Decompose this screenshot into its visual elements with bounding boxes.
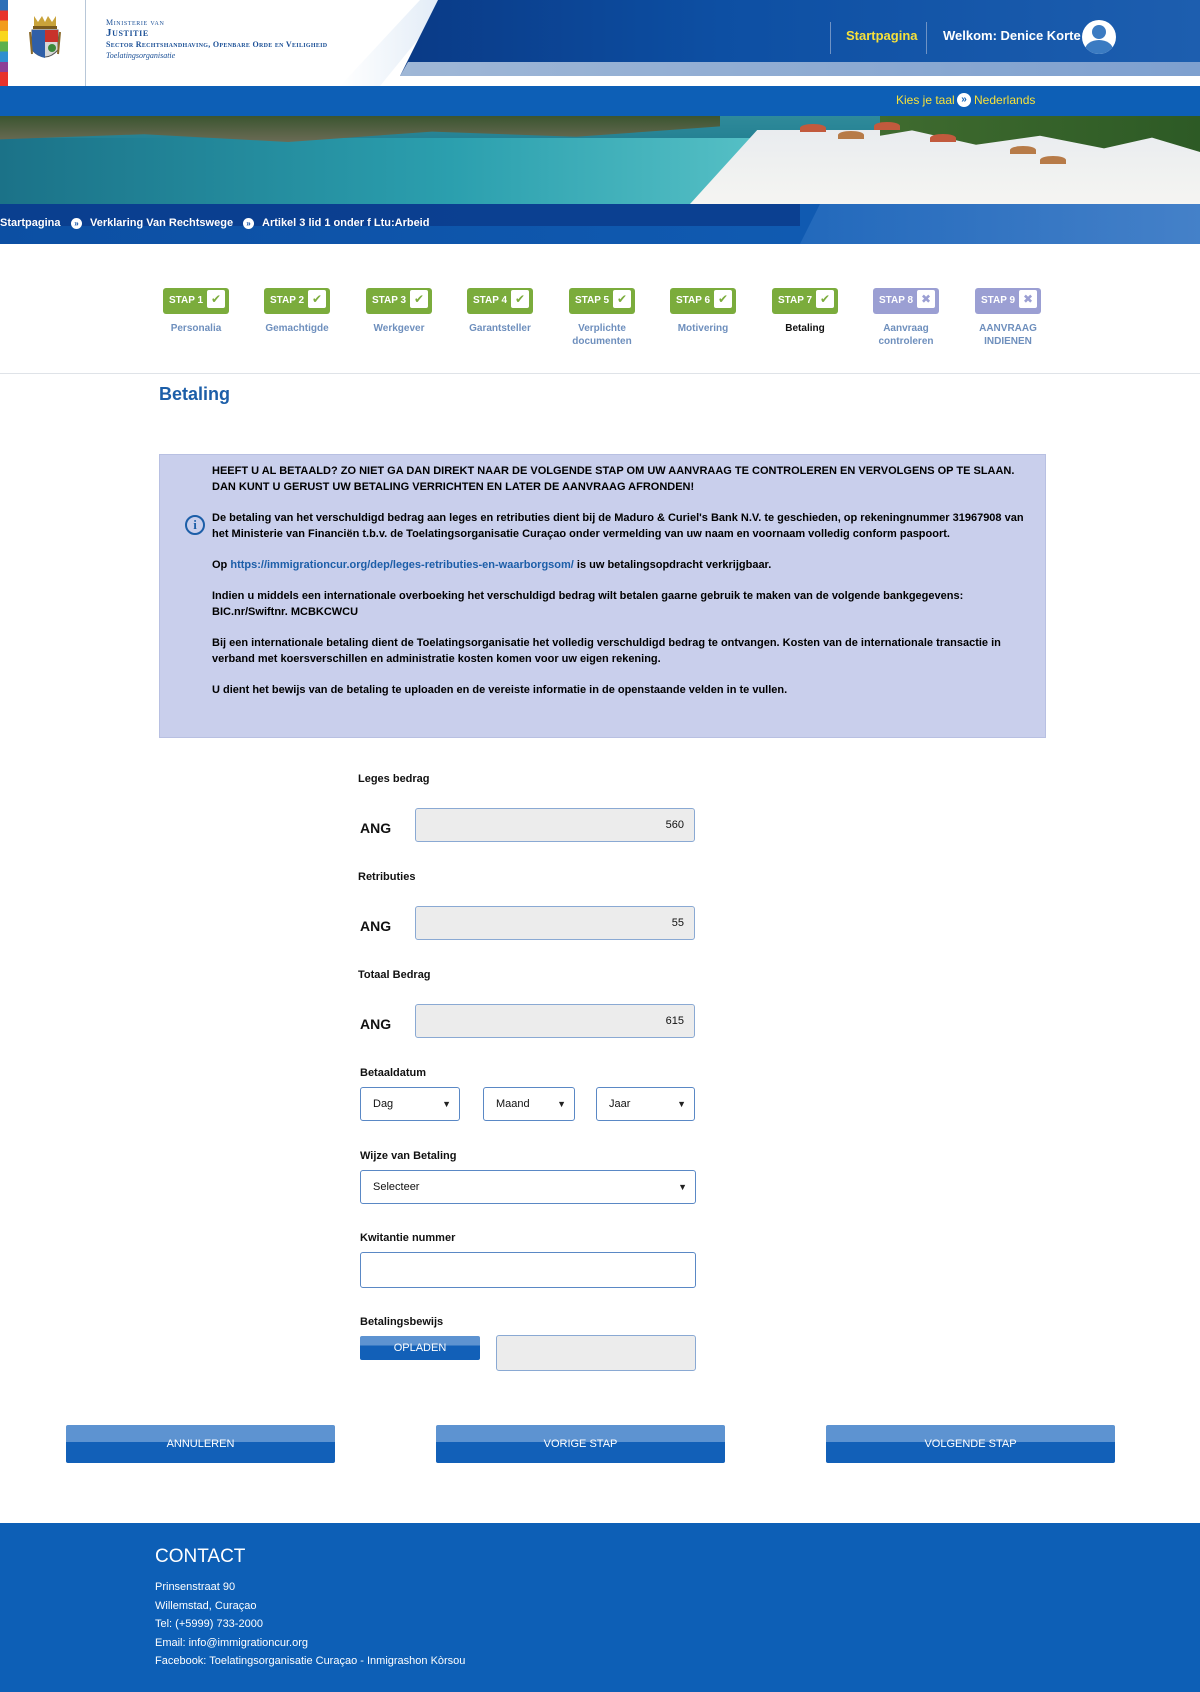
totaal-label: Totaal Bedrag <box>358 969 431 981</box>
upload-button[interactable]: OPLADEN <box>360 1336 480 1360</box>
breadcrumb-chevron-icon: » <box>243 218 254 229</box>
nav-home-link[interactable]: Startpagina <box>846 28 918 43</box>
site-header <box>0 0 1200 86</box>
totaal-amount-field: 615 <box>415 1004 695 1038</box>
step-label: Gemachtigde <box>265 323 329 334</box>
header-separator <box>926 22 927 54</box>
payment-method-select[interactable]: Selecteer ▼ <box>360 1170 696 1204</box>
payment-proof-label: Betalingsbewijs <box>360 1316 444 1328</box>
beach-banner-image <box>0 116 1200 204</box>
payment-order-link[interactable]: https://immigrationcur.org/dep/leges-retributies-en-waarborgsom/ <box>230 559 574 571</box>
previous-step-button[interactable]: VORIGE STAP <box>436 1425 725 1463</box>
payment-info-box <box>159 454 1046 738</box>
check-icon: ✔ <box>410 290 428 308</box>
step-1[interactable] <box>146 288 246 335</box>
language-bar <box>0 86 1200 116</box>
chevron-down-icon: ▼ <box>442 1099 451 1109</box>
breadcrumb-item-home[interactable]: Startpagina <box>0 217 61 229</box>
step-label: Verplichte documenten <box>572 323 632 347</box>
contact-details <box>155 1578 465 1671</box>
header-separator <box>830 22 831 54</box>
footer-address-line: Willemstad, Curaçao <box>155 1599 257 1612</box>
step-label: Personalia <box>170 323 222 334</box>
check-icon: ✔ <box>613 290 631 308</box>
ministry-line-4: Toelatingsorganisatie <box>106 51 176 60</box>
step-badge: STAP 5 ✔ <box>569 288 635 314</box>
ministry-line-2: Justitie <box>106 27 149 39</box>
site-footer <box>0 1523 1200 1692</box>
upload-filename-field <box>496 1335 696 1371</box>
cross-icon: ✖ <box>1019 290 1037 308</box>
page-title: Betaling <box>159 384 231 404</box>
color-stripe <box>0 0 8 86</box>
step-badge: STAP 4 ✔ <box>467 288 533 314</box>
payment-method-label: Wijze van Betaling <box>360 1150 457 1162</box>
check-icon: ✔ <box>308 290 326 308</box>
user-avatar-icon[interactable] <box>1082 20 1116 54</box>
info-paragraph: Indien u middels een internationale overboeking het verschuldigd bedrag wilt betalen gaarne gebruik te maken van de volgende bankgegevens: BIC.nr/Swiftnr. MCBKCWCU <box>212 590 964 618</box>
info-text <box>212 463 1032 713</box>
info-paragraph: De betaling van het verschuldigd bedrag aan leges en retributies dient bij de Maduro & Curiel's Bank N.V. te geschieden, op rekeningnummer 31967908 van het Ministerie van Financiën t.b.v. de Toelatingsorganisatie Curaçao onder vermelding van uw naam en voornaam volledig conform paspoort. <box>212 512 1024 540</box>
header-band <box>400 62 1200 76</box>
receipt-number-input[interactable] <box>360 1252 696 1288</box>
step-badge: STAP 8 ✖ <box>873 288 939 314</box>
step-badge: STAP 3 ✔ <box>366 288 432 314</box>
info-heading: HEEFT U AL BETAALD? ZO NIET GA DAN DIREKT NAAR DE VOLGENDE STAP OM UW AANVRAAG TE CONTROLEREN EN VERVOLGENS OP TE SLAAN. DAN KUNT U GERUST UW BETALING VERRICHTEN EN LATER DE AANVRAAG AFRONDEN! <box>212 465 1015 493</box>
chevron-down-icon: ▼ <box>557 1099 566 1109</box>
ministry-line-1: Ministerie van <box>106 18 165 27</box>
betaaldatum-label: Betaaldatum <box>360 1067 427 1079</box>
step-badge: STAP 9 ✖ <box>975 288 1041 314</box>
welcome-text: Welkom: Denice Korte <box>943 28 1081 43</box>
step-badge: STAP 6 ✔ <box>670 288 736 314</box>
chevron-down-icon: ▼ <box>677 1099 686 1109</box>
check-icon: ✔ <box>207 290 225 308</box>
day-select[interactable]: Dag ▼ <box>360 1087 460 1121</box>
step-3[interactable] <box>349 288 449 335</box>
step-label: Werkgever <box>373 323 425 334</box>
step-badge: STAP 1 ✔ <box>163 288 229 314</box>
step-label-active: Betaling <box>785 323 825 334</box>
coat-of-arms-logo <box>28 14 62 70</box>
step-label: Aanvraag controleren <box>878 323 934 347</box>
retributies-currency: ANG <box>360 918 392 934</box>
retributies-label: Retributies <box>358 871 416 883</box>
cancel-button[interactable]: ANNULEREN <box>66 1425 335 1463</box>
footer-address-line: Prinsenstraat 90 <box>155 1581 236 1593</box>
step-8[interactable] <box>856 288 956 348</box>
step-label: Motivering <box>677 323 729 334</box>
step-2[interactable] <box>247 288 347 335</box>
step-badge: STAP 7 ✔ <box>772 288 838 314</box>
check-icon: ✔ <box>816 290 834 308</box>
breadcrumb-item-artikel: Artikel 3 lid 1 onder f Ltu:Arbeid <box>262 217 430 229</box>
step-progress <box>0 244 1200 374</box>
totaal-currency: ANG <box>360 1016 392 1032</box>
year-select[interactable]: Jaar ▼ <box>596 1087 695 1121</box>
breadcrumb-item-verklaring[interactable]: Verklaring Van Rechtswege <box>90 217 234 229</box>
receipt-number-label: Kwitantie nummer <box>360 1232 456 1244</box>
check-icon: ✔ <box>511 290 529 308</box>
info-paragraph: Op https://immigrationcur.org/dep/leges-retributies-en-waarborgsom/ is uw betalingsopdracht verkrijgbaar. <box>212 559 772 571</box>
step-label: AANVRAAG INDIENEN <box>979 323 1037 347</box>
chevron-down-icon: ▼ <box>678 1182 687 1192</box>
footer-phone: Tel: (+5999) 733-2000 <box>155 1618 263 1631</box>
step-7[interactable] <box>755 288 855 335</box>
leges-amount-field: 560 <box>415 808 695 842</box>
check-icon: ✔ <box>714 290 732 308</box>
language-select[interactable]: Nederlands <box>974 93 1036 107</box>
footer-facebook-link[interactable]: Facebook: Toelatingsorganisatie Curaçao - Inmigrashon Kòrsou <box>155 1655 466 1668</box>
info-paragraph: Bij een internationale betaling dient de Toelatingsorganisatie het volledig verschuldigd bedrag te ontvangen. Kosten van de internationale transactie in verband met koersverschillen en administratie kosten komen voor uw eigen rekening. <box>212 637 1001 665</box>
leges-label: Leges bedrag <box>358 773 430 785</box>
footer-email-link[interactable]: Email: info@immigrationcur.org <box>155 1636 308 1649</box>
next-step-button[interactable]: VOLGENDE STAP <box>826 1425 1115 1463</box>
header-divider <box>85 0 86 86</box>
month-select[interactable]: Maand ▼ <box>483 1087 575 1121</box>
cross-icon: ✖ <box>917 290 935 308</box>
ministry-line-3: Sector Rechtshandhaving, Openbare Orde en Veiligheid <box>106 40 328 49</box>
language-label: Kies je taal <box>896 93 955 107</box>
step-5[interactable] <box>552 288 652 348</box>
ministry-name <box>106 17 327 61</box>
double-chevron-right-icon: » <box>957 93 971 107</box>
breadcrumb-chevron-icon: » <box>71 218 82 229</box>
info-icon: i <box>185 515 205 535</box>
step-6[interactable] <box>653 288 753 335</box>
step-label: Garantsteller <box>469 323 531 334</box>
step-badge: STAP 2 ✔ <box>264 288 330 314</box>
step-4[interactable] <box>450 288 550 335</box>
step-9[interactable] <box>958 288 1058 348</box>
leges-currency: ANG <box>360 820 392 836</box>
info-paragraph: U dient het bewijs van de betaling te uploaden en de vereiste informatie in de openstaande velden in te vullen. <box>212 684 788 696</box>
footer-title: CONTACT <box>155 1546 246 1567</box>
retributies-amount-field: 55 <box>415 906 695 940</box>
